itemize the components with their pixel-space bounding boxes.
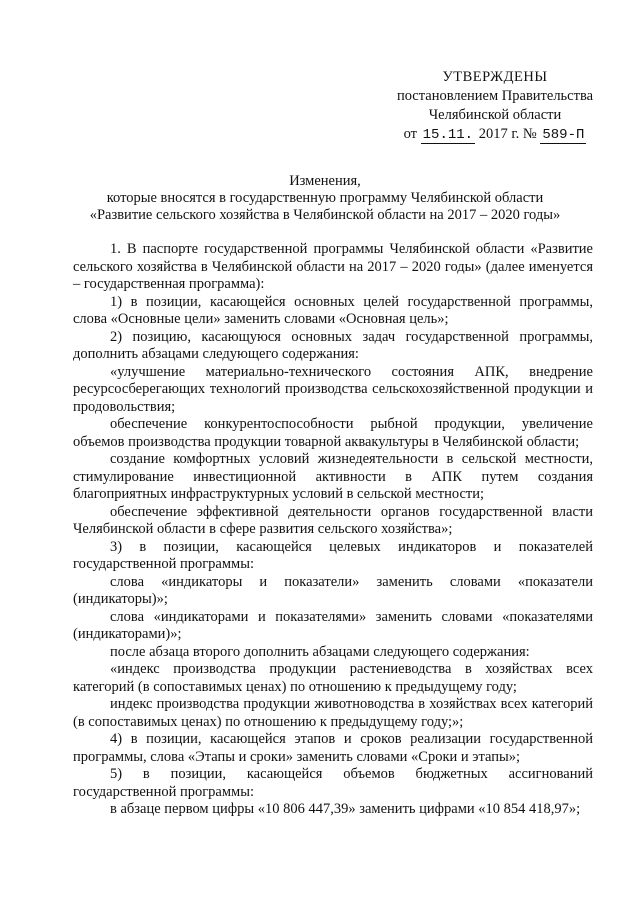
paragraph: обеспечение эффективной деятельности органов государственной власти Челябинской области в сфере развития сельского хозяйства»; [73, 503, 593, 537]
heading-title: Изменения, [289, 173, 361, 189]
paragraph: «улучшение материально-технического состояния АПК, внедрение ресурсосберегающих технологий производства сельскохозяйственной продукции и продовольствия; [73, 363, 593, 415]
paragraph: 1. В паспорте государственной программы Челябинской области «Развитие сельского хозяйства в Челябинской области на 2017 – 2020 годы» (далее именуется – государственная программа): [73, 241, 593, 292]
approval-title: УТВЕРЖДЕНЫ [442, 69, 548, 85]
paragraph: создание комфортных условий жизнедеятельности в сельской местности, стимулирование инвестиционной активности в АПК путем создания благоприятных инфраструктурных условий в сельской местности; [73, 451, 593, 502]
approval-date-line [380, 125, 610, 145]
approval-region: Челябинской области [428, 107, 562, 123]
year-text: 2017 г. № [478, 126, 537, 142]
paragraph: слова «индикаторы и показатели» заменить словами «показатели (индикаторы)»; [73, 573, 593, 607]
paragraph: 1) в позиции, касающейся основных целей государственной программы, слова «Основные цели» заменить словами «Основная цель»; [73, 293, 593, 327]
paragraph: 3) в позиции, касающейся целевых индикаторов и показателей государственной программы: [73, 538, 593, 572]
approval-issuer: постановлением Правительства [396, 88, 594, 104]
paragraph: 5) в позиции, касающейся объемов бюджетных ассигнований государственной программы: [73, 766, 593, 800]
heading-program-name: «Развитие сельского хозяйства в Челябинской области на 2017 – 2020 годы» [89, 207, 561, 223]
date-prefix: от [403, 126, 418, 142]
paragraph: 4) в позиции, касающейся этапов и сроков реализации государственной программы, слова «Этапы и сроки» заменить словами «Сроки и этапы»; [73, 731, 593, 765]
paragraph: в абзаце первом цифры «10 806 447,39» заменить цифрами «10 854 418,97»; [110, 801, 581, 817]
paragraph: 2) позицию, касающуюся основных задач государственной программы, дополнить абзацами следующего содержания: [73, 328, 593, 362]
date-stamp: 15.11. [422, 127, 474, 143]
number-stamp: 589-П [542, 127, 585, 143]
paragraph: слова «индикаторами и показателями» заменить словами «показателями (индикаторами)»; [73, 608, 593, 642]
paragraph: обеспечение конкурентоспособности рыбной продукции, увеличение объемов производства продукции товарной аквакультуры в Челябинской области; [73, 416, 593, 450]
document-body [73, 241, 593, 819]
approval-block [380, 68, 610, 145]
paragraph: индекс производства продукции животноводства в хозяйствах всех категорий (в сопоставимых ценах) по отношению к предыдущему году;»; [73, 696, 593, 730]
heading-subtitle: которые вносятся в государственную программу Челябинской области [106, 190, 544, 206]
document-heading [60, 173, 590, 224]
paragraph: после абзаца второго дополнить абзацами следующего содержания: [110, 643, 530, 660]
paragraph: «индекс производства продукции растениеводства в хозяйствах всех категорий (в сопоставимых ценах) по отношению к предыдущему году; [73, 661, 593, 695]
